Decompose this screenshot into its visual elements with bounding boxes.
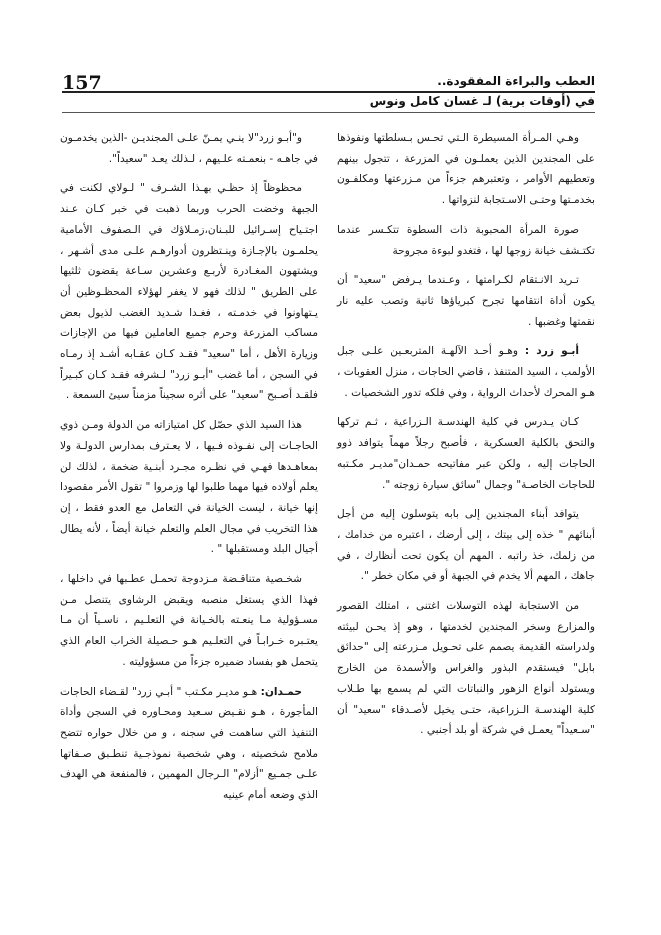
paragraph: يتوافد أبناء المجندين إلى بابه يتوسلون إليه من أجل أبنائهم " خذه إلى بيتك ، إلى أرضك ، اعتبره من خدامك ، من زلمك، خذ راتبه . المهم أن يكون تحت أنظارك ، في جاهك ، المهم ألا يخدم في الجبهة أو في مكان خطر ". (337, 508, 595, 583)
running-header-subtitle: في (أوقات برية) لـ غسان كامل ونوس (369, 94, 595, 108)
paragraph: كـان يـدرس في كلية الهندسـة الـزراعية ، ثـم تركها والتحق بالكلية العسكرية ، فأصبح رجلاً مهماً يتوافد ذوو الحاجات إليه ، ولكن عبر مفاتيحه حمـدان"مديـر مكـتبه للحاجات الخاصـة" وجمال "سائق سيارة زوجته ". (337, 416, 595, 491)
left-column (60, 128, 318, 813)
header-rule-thick (62, 91, 595, 93)
paragraph: هذا السيد الذي حصّل كل امتيازاته من الدولة ومـن ذوي الحاجـات إلى نفـوذه فـيها ، لا يعـترف بمدارس الدولـة ولا بمعاهـدها فهـي في نظـره مجـرد أبنـية ضخمة ، لذلك لن يعلم أولاده فيها مهما طلبوا لها وزمروا " تقول الأمر مقصودا إنها خيانة ، ليست الخيانة في التعامل مع العدو فقط ، إن هذا التخريب في مجال العلم والتعلم خيانة أيضاً ، لأنه يطال أجيال البلد ومستقبلها " . (60, 419, 318, 556)
paragraph: من الاستجابة لهذه التوسلات اغتنى ، امتلك القصور والمزارع وسخر المجندين لخدمتها ، وهو إذ يحـن لبيئته ولدراسته القديمة يصمم على تحـويل مـزرعته إلى "حدائق بابل" فيستقدم البذور والغراس والأسمدة من الخارج ويستولد أنواع الزهور والنباتات التي لم يسمع بها طـلاب كلية الهندسـة الـزراعية، حتـى يخيل لأصـدقاء "سعيد" أن "سـعيداً" يعمـل في شركة أو بلد أجنبي . (337, 600, 595, 737)
paragraph: أبـو زرد : وهـو أحـد الآلهـة المتربعـين علـى جبل الأولمب ، السيد المتنفذ ، قاضي الحاجات ، منزل العقوبات ، هـو المحرك لأحداث الرواية ، وفي فلكه تدور الشخصيات . (337, 345, 595, 399)
paragraph: تـريد الانـتقام لكـرامتها ، وعـندما يـرفض "سعيد" أن يكون أداة انتقامها تجرح كبرياؤها ثانية وتصب عليه نار نقمتها وغضبها . (337, 274, 595, 328)
page-number: 157 (62, 72, 102, 94)
paragraph: و"أبـو زرد"لا ينـي يمـنّ علـى المجنديـن -الذين يخدمـون في جاهـه - بنعمـته علـيهم ، لـذلك يعـد "سعيداً". (60, 132, 318, 165)
paragraph: صورة المرأة المحبوبة ذات السطوة تتكـسر عندما تكتـشف خيانة زوجها لها ، فتغدو لبوءة مجروحة (337, 223, 595, 257)
header-rule-thin (62, 112, 595, 113)
paragraph: محظوظاً إذ حظـي بهـذا الشـرف " لـولاي لكنت في الجبهة وخضت الحرب وربما ذهبت في خبر كـان عـند اجتـياح إسـرائيل للبـنان،زمـلاؤك في الـصفوف الأمامية يحلمـون بالإجـازة وينـتظرون أدوارهـم علـى مدى أشـهر ، ويشتهون المغـادرة لأربـع وعشرين سـاعة يقضون ثلثيها على الطريق " لذلك فهو لا يغفر لهؤلاء المحظـوظين أن يـتهاونوا في خدمـته ، فغـدا شـديد الغضب لذيول بعض مساكب المزرعة وحرم جميع العاملين فيها من الإجازات وزيارة الأهل ، أما "سعيد" فقـد كـان عقـابه أشـد إذ رمـاه في السجن ، أما غضب "أبـو زرد" لـشرفه فقـد كـان كبـيراً فلقـد أصـبح "سعيد" على أثره سجيناً مزمناً سيئ السمعة . (60, 182, 318, 402)
paragraph: وهـي المـرأة المسيطرة الـتي تحـس بـسلطتها ونفوذها على المجندين الذين يعملـون في المزرعة ، تتجول بينهم وتعطيهم الأوامر ، وتعتبرهم جزءاً من مـزرعتها ومكلفـون بخدمـتها وحتـى الاسـتجابة لنزواتها . (337, 132, 595, 207)
right-column (337, 128, 595, 748)
running-header-title: العطب والبراءة المفقودة.. (437, 74, 595, 88)
term-label: أبـو زرد : (524, 345, 579, 358)
term-label: حمـدان: (260, 685, 302, 698)
paragraph: حمـدان: هـو مديـر مكـتب " أبـي زرد" لقـضاء الحاجات المأجورة ، هـو نقـيض سـعيد ومحـاوره في السجن وأداة التنفيذ التي ساهمت في سجنه ، و من خلال حواره تتضح ملامح شخصيته ، وهي شخصية نموذجـية تنطـبق صـفاتها علـى جمـيع "أزلام" الـرجال المهمين ، فالمنفعة هي الهدف الذي وضعه أمام عينيه (60, 685, 318, 802)
paragraph: شخـصية متناقـضة مـزدوجة تحمـل عطـبها في داخلها ، فهذا الذي يستغل منصبه ويقبض الرشاوى يتنصل مـن مسـؤولية مـا ينعـته بالخـيانة في التعلـيم ، ناسـياً أن مـا يعتـبره خـرابـاً في التعلـيم هـو حـصيلة الخراب العام الذي يتحمل هو بفساد ضميره جزءاً من مسؤوليته . (60, 573, 318, 668)
